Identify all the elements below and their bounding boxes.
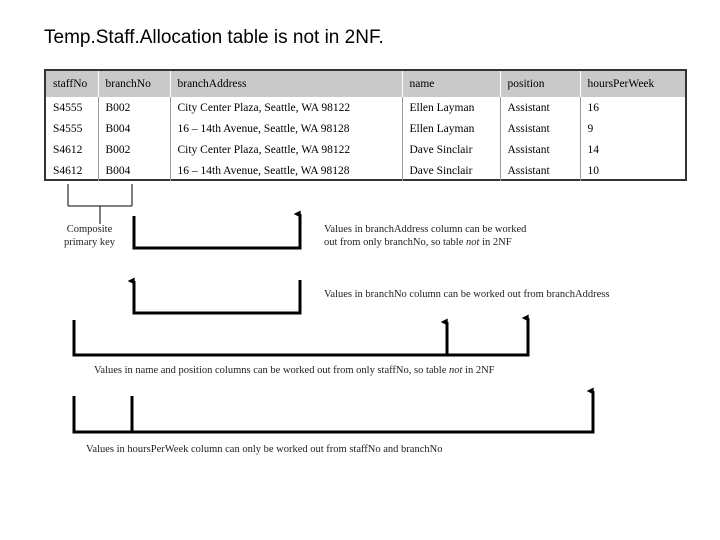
cell-hoursperweek: 16 [587, 101, 599, 114]
dependency-arrow-staffno-to-name-position [74, 318, 528, 355]
cell-hoursperweek: 14 [587, 143, 599, 156]
cell-position: Assistant [500, 160, 580, 181]
cell-branchaddress: 16 – 14th Avenue, Seattle, WA 98128 [170, 118, 402, 139]
note-branchaddress: Values in branchAddress column can be worked out from only branchNo, so table not in 2NF [324, 224, 527, 248]
cell-branchno: B004 [98, 118, 170, 139]
cell-branchno: B002 [98, 139, 170, 160]
cell-staffno: S4612 [46, 160, 98, 181]
cell-name: Dave Sinclair [402, 139, 500, 160]
note-branchno: Values in branchNo column can be worked out from branchAddress [324, 289, 610, 300]
cell-hoursperweek: 10 [587, 164, 599, 177]
header-hoursperweek: hoursPerWeek [580, 71, 685, 97]
cell-branchaddress: City Center Plaza, Seattle, WA 98122 [170, 97, 402, 118]
cell-staffno: S4555 [46, 118, 98, 139]
cell-branchno: B002 [98, 97, 170, 118]
cell-hoursperweek: 9 [587, 122, 594, 135]
composite-key-label: Composite primary key [64, 224, 116, 248]
cell-name: Ellen Layman [402, 118, 500, 139]
dependency-arrow-branchno-to-branchaddress [134, 214, 300, 248]
dependency-arrow-branchaddress-to-branchno [134, 280, 300, 313]
cell-branchaddress: City Center Plaza, Seattle, WA 98122 [170, 139, 402, 160]
note-hoursperweek: Values in hoursPerWeek column can only be worked out from staffNo and branchNo [86, 444, 443, 455]
header-name: name [402, 71, 500, 97]
note-name-position: Values in name and position columns can be worked out from only staffNo, so table not in 2NF [94, 365, 495, 376]
cell-branchaddress: 16 – 14th Avenue, Seattle, WA 98128 [170, 160, 402, 181]
header-branchno: branchNo [98, 71, 170, 97]
cell-branchno: B004 [98, 160, 170, 181]
cell-name: Ellen Layman [402, 97, 500, 118]
dependency-arrow-key-to-hoursperweek [74, 391, 593, 432]
header-branchaddress: branchAddress [170, 71, 402, 97]
cell-staffno: S4555 [46, 97, 98, 118]
slide-title: Temp.Staff.Allocation table is not in 2NF. [44, 27, 384, 48]
cell-staffno: S4612 [46, 139, 98, 160]
composite-key-bracket [68, 184, 132, 224]
cell-position: Assistant [500, 97, 580, 118]
cell-name: Dave Sinclair [402, 160, 500, 181]
header-position: position [500, 71, 580, 97]
cell-position: Assistant [500, 139, 580, 160]
cell-position: Assistant [500, 118, 580, 139]
header-staffno: staffNo [46, 71, 98, 97]
